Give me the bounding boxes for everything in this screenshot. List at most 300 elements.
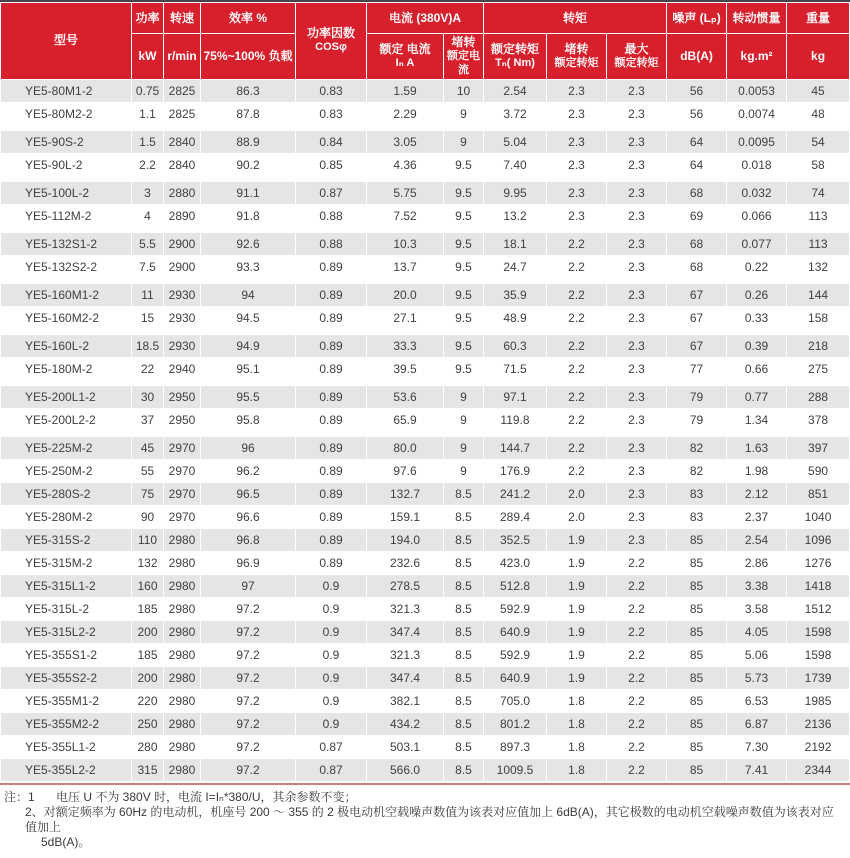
- value-cell: 0.0074: [727, 103, 786, 125]
- value-cell: 9: [444, 131, 483, 153]
- value-cell: 0.9: [296, 690, 366, 712]
- locked-torque-line2: 额定转矩: [554, 56, 599, 69]
- value-cell: 8.5: [444, 667, 483, 689]
- value-cell: 8.5: [444, 759, 483, 781]
- value-cell: 2.3: [607, 103, 666, 125]
- value-cell: 2.54: [484, 80, 546, 102]
- value-cell: 13.2: [484, 205, 546, 227]
- value-cell: 0.0053: [727, 80, 786, 102]
- value-cell: 185: [132, 598, 163, 620]
- value-cell: 2192: [787, 736, 849, 758]
- value-cell: 20.0: [367, 284, 443, 306]
- value-cell: 8.5: [444, 690, 483, 712]
- value-cell: 2.3: [607, 182, 666, 204]
- value-cell: 90: [132, 506, 163, 528]
- value-cell: 1.8: [547, 759, 606, 781]
- value-cell: 2.3: [607, 307, 666, 329]
- value-cell: 7.52: [367, 205, 443, 227]
- value-cell: 7.5: [132, 256, 163, 278]
- value-cell: 2.3: [607, 284, 666, 306]
- value-cell: 2.2: [607, 552, 666, 574]
- model-cell: YE5-355L1-2: [1, 736, 131, 758]
- value-cell: 2.2: [607, 575, 666, 597]
- value-cell: 11: [132, 284, 163, 306]
- value-cell: 0.85: [296, 154, 366, 176]
- value-cell: 79: [667, 409, 726, 431]
- model-cell: YE5-160L-2: [1, 335, 131, 357]
- value-cell: 2900: [164, 256, 200, 278]
- unit-weight: kg: [787, 34, 849, 79]
- table-row: [1, 529, 849, 551]
- table-row: [1, 307, 849, 329]
- footnote-2-continued: 5dB(A)。: [41, 834, 91, 849]
- model-cell: YE5-315L-2: [1, 598, 131, 620]
- table-row: [1, 335, 849, 357]
- value-cell: 22: [132, 358, 163, 380]
- value-cell: 1.9: [547, 552, 606, 574]
- table-row: [1, 644, 849, 666]
- model-cell: YE5-90S-2: [1, 131, 131, 153]
- value-cell: 85: [667, 690, 726, 712]
- value-cell: 0.89: [296, 335, 366, 357]
- value-cell: 2.3: [607, 506, 666, 528]
- value-cell: 85: [667, 736, 726, 758]
- value-cell: 232.6: [367, 552, 443, 574]
- value-cell: 2.2: [132, 154, 163, 176]
- value-cell: 8.5: [444, 552, 483, 574]
- value-cell: 801.2: [484, 713, 546, 735]
- value-cell: 1.63: [727, 437, 786, 459]
- value-cell: 2.3: [607, 409, 666, 431]
- value-cell: 1.9: [547, 644, 606, 666]
- value-cell: 0.26: [727, 284, 786, 306]
- value-cell: 96.2: [201, 460, 295, 482]
- value-cell: 2.3: [547, 182, 606, 204]
- value-cell: 2825: [164, 80, 200, 102]
- value-cell: 241.2: [484, 483, 546, 505]
- max-torque-line2: 额定转矩: [614, 56, 659, 69]
- value-cell: 3.58: [727, 598, 786, 620]
- value-cell: 132: [132, 552, 163, 574]
- value-cell: 10.3: [367, 233, 443, 255]
- value-cell: 2980: [164, 552, 200, 574]
- value-cell: 9.5: [444, 233, 483, 255]
- value-cell: 2.3: [607, 154, 666, 176]
- value-cell: 45: [132, 437, 163, 459]
- value-cell: 2.2: [607, 736, 666, 758]
- group-spacer: [1, 381, 849, 385]
- value-cell: 0.0095: [727, 131, 786, 153]
- value-cell: 5.04: [484, 131, 546, 153]
- value-cell: 3.38: [727, 575, 786, 597]
- value-cell: 2980: [164, 736, 200, 758]
- table-row: [1, 506, 849, 528]
- table-row: [1, 713, 849, 735]
- value-cell: 97.2: [201, 621, 295, 643]
- value-cell: 6.53: [727, 690, 786, 712]
- value-cell: 67: [667, 307, 726, 329]
- value-cell: 85: [667, 713, 726, 735]
- value-cell: 321.3: [367, 644, 443, 666]
- table-row: [1, 736, 849, 758]
- value-cell: 56: [667, 103, 726, 125]
- value-cell: 2840: [164, 154, 200, 176]
- value-cell: 24.7: [484, 256, 546, 278]
- value-cell: 93.3: [201, 256, 295, 278]
- model-cell: YE5-280M-2: [1, 506, 131, 528]
- value-cell: 97.1: [484, 386, 546, 408]
- value-cell: 2.2: [547, 256, 606, 278]
- value-cell: 97.2: [201, 736, 295, 758]
- footnote-1: [4, 790, 844, 805]
- footnote-2: [4, 805, 844, 835]
- value-cell: 220: [132, 690, 163, 712]
- value-cell: 0.9: [296, 644, 366, 666]
- value-cell: 0.89: [296, 409, 366, 431]
- value-cell: 82: [667, 437, 726, 459]
- value-cell: 2.3: [547, 80, 606, 102]
- value-cell: 9.5: [444, 284, 483, 306]
- value-cell: 2.3: [607, 80, 666, 102]
- value-cell: 35.9: [484, 284, 546, 306]
- model-cell: YE5-315S-2: [1, 529, 131, 551]
- value-cell: 3.05: [367, 131, 443, 153]
- value-cell: 0.9: [296, 598, 366, 620]
- model-cell: YE5-200L2-2: [1, 409, 131, 431]
- value-cell: 0.87: [296, 182, 366, 204]
- header-power: 功率: [132, 3, 163, 33]
- value-cell: 95.8: [201, 409, 295, 431]
- value-cell: 1512: [787, 598, 849, 620]
- value-cell: 2.3: [607, 335, 666, 357]
- header-locked-torque: [547, 34, 606, 79]
- value-cell: 9: [444, 460, 483, 482]
- value-cell: 85: [667, 575, 726, 597]
- power-factor-line1: 功率因数: [306, 26, 355, 41]
- value-cell: 94.9: [201, 335, 295, 357]
- value-cell: 2.0: [547, 483, 606, 505]
- table-row: [1, 386, 849, 408]
- value-cell: 2.29: [367, 103, 443, 125]
- value-cell: 95.1: [201, 358, 295, 380]
- header-weight: 重量: [787, 3, 849, 33]
- table-row: [1, 233, 849, 255]
- value-cell: 2.2: [547, 409, 606, 431]
- table-row: [1, 182, 849, 204]
- value-cell: 0.88: [296, 205, 366, 227]
- rated-current-line1: 额定 电流: [379, 41, 431, 56]
- value-cell: 83: [667, 483, 726, 505]
- value-cell: 0.89: [296, 437, 366, 459]
- value-cell: 160: [132, 575, 163, 597]
- unit-speed: r/min: [164, 34, 200, 79]
- value-cell: 566.0: [367, 759, 443, 781]
- value-cell: 2970: [164, 506, 200, 528]
- value-cell: 2.2: [607, 667, 666, 689]
- table-row: [1, 256, 849, 278]
- value-cell: 2980: [164, 690, 200, 712]
- value-cell: 2.3: [607, 437, 666, 459]
- value-cell: 1.9: [547, 667, 606, 689]
- value-cell: 86.3: [201, 80, 295, 102]
- value-cell: 2930: [164, 307, 200, 329]
- value-cell: 194.0: [367, 529, 443, 551]
- value-cell: 851: [787, 483, 849, 505]
- value-cell: 2.3: [607, 131, 666, 153]
- power-factor-line2: COSφ: [315, 41, 347, 54]
- table-body: [1, 80, 849, 781]
- value-cell: 96: [201, 437, 295, 459]
- value-cell: 0.87: [296, 759, 366, 781]
- value-cell: 289.4: [484, 506, 546, 528]
- group-spacer: [1, 228, 849, 232]
- motor-spec-table: [0, 2, 850, 782]
- value-cell: 8.5: [444, 621, 483, 643]
- value-cell: 2.3: [607, 256, 666, 278]
- model-cell: YE5-90L-2: [1, 154, 131, 176]
- value-cell: 85: [667, 529, 726, 551]
- value-cell: 158: [787, 307, 849, 329]
- footnote-2-text: 对额定频率为 60Hz 的电动机，机座号 200 ～ 355 的 2 极电动机空载噪声数值为该表对应值加上 6dB(A)，其它极数的电动机空载噪声数值为该表对应值加上: [25, 804, 834, 834]
- value-cell: 92.6: [201, 233, 295, 255]
- value-cell: 96.8: [201, 529, 295, 551]
- group-spacer: [1, 330, 849, 334]
- value-cell: 67: [667, 284, 726, 306]
- value-cell: 2940: [164, 358, 200, 380]
- value-cell: 0.89: [296, 307, 366, 329]
- value-cell: 74: [787, 182, 849, 204]
- value-cell: 592.9: [484, 644, 546, 666]
- value-cell: 2.54: [727, 529, 786, 551]
- model-cell: YE5-132S1-2: [1, 233, 131, 255]
- value-cell: 113: [787, 233, 849, 255]
- rated-current-line2: Iₙ A: [395, 56, 415, 69]
- value-cell: 48: [787, 103, 849, 125]
- value-cell: 18.1: [484, 233, 546, 255]
- value-cell: 0.22: [727, 256, 786, 278]
- footnote-1-text: 电压 U 不为 380V 时，电流 I=Iₙ*380/U，其余参数不变；: [56, 789, 357, 804]
- value-cell: 2.2: [547, 460, 606, 482]
- value-cell: 4.36: [367, 154, 443, 176]
- value-cell: 382.1: [367, 690, 443, 712]
- model-cell: YE5-355S1-2: [1, 644, 131, 666]
- value-cell: 250: [132, 713, 163, 735]
- table-row: [1, 621, 849, 643]
- value-cell: 64: [667, 131, 726, 153]
- value-cell: 0.066: [727, 205, 786, 227]
- value-cell: 2980: [164, 621, 200, 643]
- header-noise: 噪声 (Lₚ): [667, 3, 726, 33]
- max-torque-line1: 最大: [624, 41, 649, 56]
- value-cell: 2.86: [727, 552, 786, 574]
- value-cell: 87.8: [201, 103, 295, 125]
- value-cell: 94.5: [201, 307, 295, 329]
- value-cell: 1.98: [727, 460, 786, 482]
- value-cell: 2.2: [607, 713, 666, 735]
- value-cell: 347.4: [367, 621, 443, 643]
- value-cell: 2.3: [607, 233, 666, 255]
- value-cell: 0.077: [727, 233, 786, 255]
- value-cell: 8.5: [444, 598, 483, 620]
- group-spacer: [1, 432, 849, 436]
- value-cell: 67: [667, 335, 726, 357]
- value-cell: 132: [787, 256, 849, 278]
- value-cell: 2930: [164, 335, 200, 357]
- value-cell: 68: [667, 182, 726, 204]
- value-cell: 7.41: [727, 759, 786, 781]
- value-cell: 434.2: [367, 713, 443, 735]
- value-cell: 85: [667, 598, 726, 620]
- model-cell: YE5-315M-2: [1, 552, 131, 574]
- value-cell: 280: [132, 736, 163, 758]
- table-header: [1, 3, 849, 79]
- value-cell: 85: [667, 621, 726, 643]
- value-cell: 97.2: [201, 644, 295, 666]
- value-cell: 0.9: [296, 621, 366, 643]
- value-cell: 503.1: [367, 736, 443, 758]
- model-cell: YE5-132S2-2: [1, 256, 131, 278]
- table-row: [1, 131, 849, 153]
- value-cell: 2.3: [547, 205, 606, 227]
- value-cell: 33.3: [367, 335, 443, 357]
- value-cell: 9.5: [444, 256, 483, 278]
- unit-inertia: kg.m²: [727, 34, 786, 79]
- value-cell: 8.5: [444, 506, 483, 528]
- model-cell: YE5-355S2-2: [1, 667, 131, 689]
- value-cell: 2840: [164, 131, 200, 153]
- value-cell: 6.87: [727, 713, 786, 735]
- value-cell: 1418: [787, 575, 849, 597]
- value-cell: 5.5: [132, 233, 163, 255]
- unit-noise: dB(A): [667, 34, 726, 79]
- value-cell: 2880: [164, 182, 200, 204]
- value-cell: 2.3: [547, 103, 606, 125]
- value-cell: 2.2: [547, 284, 606, 306]
- value-cell: 30: [132, 386, 163, 408]
- value-cell: 0.89: [296, 460, 366, 482]
- value-cell: 0.9: [296, 667, 366, 689]
- locked-current-line2: 额定电流: [447, 50, 480, 76]
- unit-power: kW: [132, 34, 163, 79]
- value-cell: 278.5: [367, 575, 443, 597]
- value-cell: 2.2: [547, 386, 606, 408]
- value-cell: 2.2: [547, 307, 606, 329]
- value-cell: 56: [667, 80, 726, 102]
- value-cell: 315: [132, 759, 163, 781]
- table-row: [1, 667, 849, 689]
- model-cell: YE5-315L1-2: [1, 575, 131, 597]
- table-row: [1, 284, 849, 306]
- value-cell: 2.3: [607, 358, 666, 380]
- value-cell: 2.3: [607, 529, 666, 551]
- value-cell: 1.9: [547, 529, 606, 551]
- table-row: [1, 552, 849, 574]
- value-cell: 0.83: [296, 103, 366, 125]
- value-cell: 0.87: [296, 736, 366, 758]
- value-cell: 176.9: [484, 460, 546, 482]
- value-cell: 897.3: [484, 736, 546, 758]
- value-cell: 0.89: [296, 256, 366, 278]
- value-cell: 1.9: [547, 575, 606, 597]
- value-cell: 7.40: [484, 154, 546, 176]
- value-cell: 2950: [164, 409, 200, 431]
- value-cell: 9.5: [444, 154, 483, 176]
- value-cell: 185: [132, 644, 163, 666]
- model-cell: YE5-315L2-2: [1, 621, 131, 643]
- header-model: 型号: [1, 3, 131, 79]
- value-cell: 2980: [164, 644, 200, 666]
- value-cell: 97.2: [201, 690, 295, 712]
- header-rated-torque: [484, 34, 546, 79]
- value-cell: 218: [787, 335, 849, 357]
- value-cell: 288: [787, 386, 849, 408]
- value-cell: 5.75: [367, 182, 443, 204]
- value-cell: 200: [132, 667, 163, 689]
- value-cell: 2344: [787, 759, 849, 781]
- header-current-group: 电流 (380V)A: [367, 3, 483, 33]
- value-cell: 144.7: [484, 437, 546, 459]
- value-cell: 68: [667, 233, 726, 255]
- value-cell: 378: [787, 409, 849, 431]
- value-cell: 0.89: [296, 552, 366, 574]
- value-cell: 88.9: [201, 131, 295, 153]
- value-cell: 45: [787, 80, 849, 102]
- value-cell: 132.7: [367, 483, 443, 505]
- value-cell: 95.5: [201, 386, 295, 408]
- value-cell: 2.3: [547, 131, 606, 153]
- value-cell: 2.12: [727, 483, 786, 505]
- value-cell: 5.73: [727, 667, 786, 689]
- value-cell: 96.6: [201, 506, 295, 528]
- value-cell: 0.018: [727, 154, 786, 176]
- value-cell: 1.8: [547, 736, 606, 758]
- value-cell: 2.2: [547, 335, 606, 357]
- value-cell: 77: [667, 358, 726, 380]
- value-cell: 18.5: [132, 335, 163, 357]
- value-cell: 2980: [164, 598, 200, 620]
- value-cell: 0.75: [132, 80, 163, 102]
- value-cell: 97.2: [201, 759, 295, 781]
- value-cell: 640.9: [484, 667, 546, 689]
- value-cell: 10: [444, 80, 483, 102]
- value-cell: 8.5: [444, 713, 483, 735]
- table-row: [1, 460, 849, 482]
- table-row: [1, 575, 849, 597]
- value-cell: 4.05: [727, 621, 786, 643]
- table-row: [1, 103, 849, 125]
- value-cell: 0.88: [296, 233, 366, 255]
- value-cell: 8.5: [444, 575, 483, 597]
- value-cell: 512.8: [484, 575, 546, 597]
- header-speed: 转速: [164, 3, 200, 33]
- value-cell: 79: [667, 386, 726, 408]
- value-cell: 9: [444, 103, 483, 125]
- value-cell: 60.3: [484, 335, 546, 357]
- value-cell: 3: [132, 182, 163, 204]
- value-cell: 159.1: [367, 506, 443, 528]
- value-cell: 592.9: [484, 598, 546, 620]
- footnote-2-number: 2、: [25, 804, 44, 819]
- value-cell: 110: [132, 529, 163, 551]
- value-cell: 2930: [164, 284, 200, 306]
- value-cell: 64: [667, 154, 726, 176]
- value-cell: 1598: [787, 621, 849, 643]
- value-cell: 705.0: [484, 690, 546, 712]
- model-cell: YE5-180M-2: [1, 358, 131, 380]
- header-max-torque: [607, 34, 666, 79]
- value-cell: 640.9: [484, 621, 546, 643]
- value-cell: 2.3: [547, 154, 606, 176]
